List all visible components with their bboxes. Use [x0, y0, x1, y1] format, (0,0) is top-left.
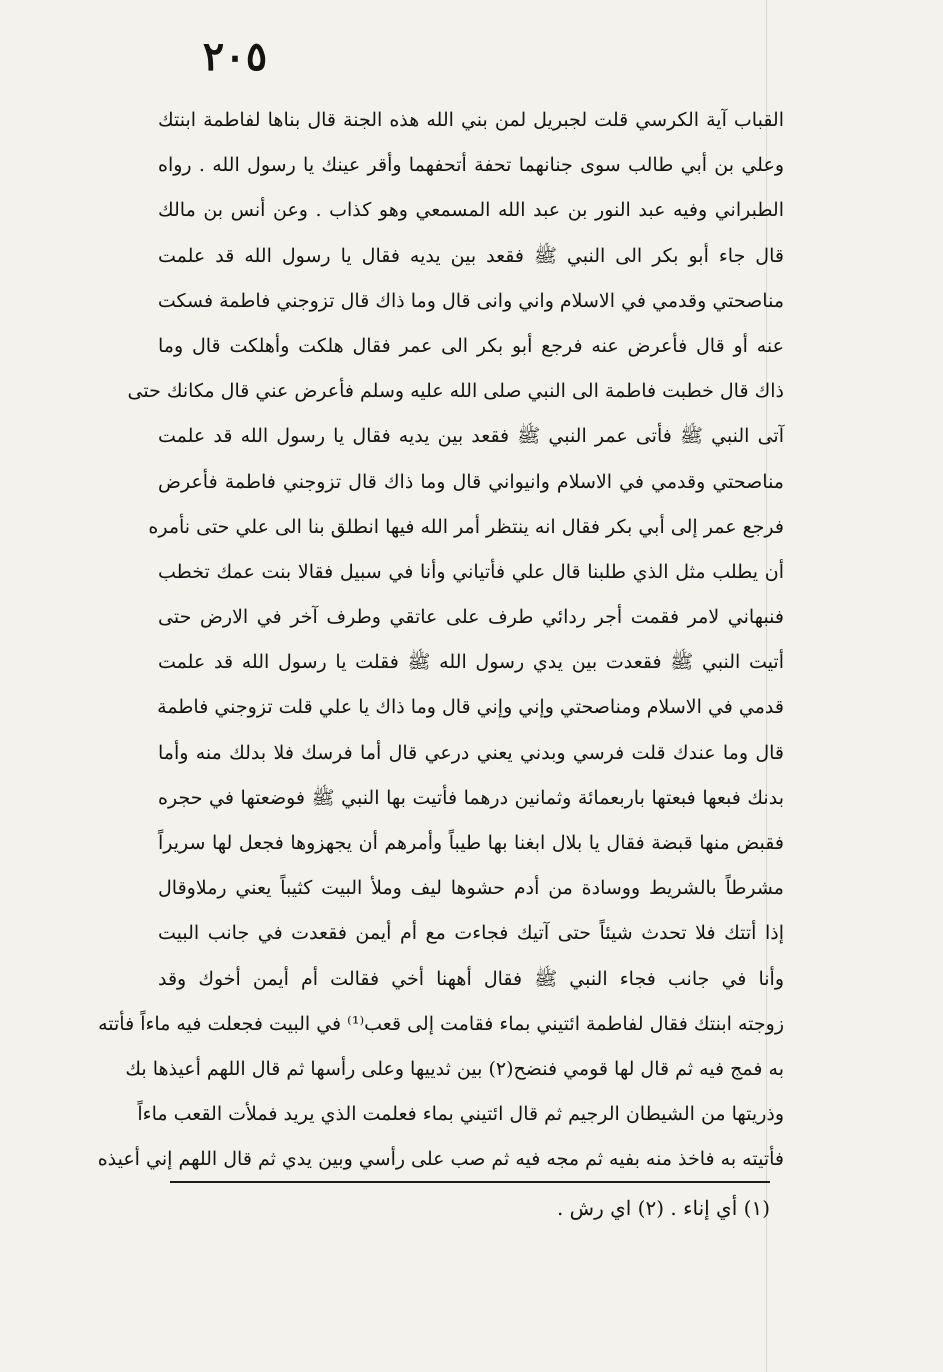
text-line: فأتيته به فاخذ منه بفيه ثم مجه فيه ثم صب على رأسي وبين يدي ثم قال اللهم إني أعيذه — [97, 1148, 784, 1171]
text-line: أتيت النبي ﷺ فقعدت بين يدي رسول الله ﷺ فقلت يا رسول الله قد علمت — [158, 651, 784, 674]
text-line: بدنك فبعها فبعتها باربعمائة وثمانين درهما فأتيت بها النبي ﷺ فوضعتها في حجره — [158, 786, 784, 809]
text-line: عنه أو قال فأعرض عنه فرجع أبو بكر الى عمر فقال هلكت وأهلكت قال وما — [158, 334, 784, 357]
text-line: به فمج فيه ثم قال لها قومي فنضح(٢) بين ثدييها وعلى رأسها ثم قال اللهم أعيذها بك — [125, 1057, 784, 1080]
text-line: قدمي في الاسلام ومناصحتي وإني وإني قال وما ذاك يا علي قلت تزوجني فاطمة — [157, 696, 784, 719]
text-line: إذا أتتك فلا تحدث شيئاً حتى آتيك فجاءت مع أم أيمن فقعدت في جانب البيت — [158, 922, 784, 945]
text-line: قال جاء أبو بكر الى النبي ﷺ فقعد بين يديه فقال يا رسول الله قد علمت — [158, 244, 784, 267]
text-line: وأنا في جانب فجاء النبي ﷺ فقال أههنا أخي فقالت أم أيمن أخوك وقد — [158, 967, 784, 990]
text-line: فرجع عمر إلى أبي بكر فقال انه ينتظر أمر الله فيها انطلق بنا الى علي حتى نأمره — [148, 515, 784, 538]
text-line: مناصحتي وقدمي في الاسلام وانيواني قال وما ذاك قال تزوجني فاطمة فأعرض — [158, 470, 784, 493]
text-line: ذاك قال خطبت فاطمة الى النبي صلى الله عليه وسلم فأعرض عني قال مكانك حتى — [127, 380, 784, 403]
text-line: القباب آية الكرسي قلت لجبريل لمن بني الله هذه الجنة قال بناها لفاطمة ابنتك — [158, 109, 784, 131]
text-line: وذريتها من الشيطان الرجيم ثم قال ائتيني بماء فعلمت الذي يريد فملأت القعب ماءاً — [137, 1103, 784, 1126]
text-line: مشرطاً بالشريط ووسادة من أدم حشوها ليف وملأ البيت كثيباً يعني رملاوقال — [158, 877, 784, 900]
text-line: فقبض منها قبضة فقال يا بلال ابغنا بها طيباً وأمرهم أن يجهزوها فجعل لها سريراً — [158, 832, 784, 854]
text-line: آتى النبي ﷺ فأتى عمر النبي ﷺ فقعد بين يديه فقال يا رسول الله قد علمت — [158, 425, 784, 448]
text-line: قال وما عندك قلت فرسي وبدني يعني درعي قال أما فرسك فلا بدلك منه وأما — [158, 741, 784, 764]
text-line: مناصحتي وقدمي في الاسلام واني وانى قال وما ذاك قال تزوجني فاطمة فسكت — [157, 289, 784, 312]
text-line: فنبهاني لامر فقمت أجر ردائي طرف على عاتقي وطرف آخر في الارض حتى — [158, 606, 784, 629]
page-number: ٢٠٥ — [202, 33, 268, 80]
text-line: الطبراني وفيه عبد النور بن عبد الله المسمعي وهو كذاب . وعن أنس بن مالك — [158, 199, 784, 222]
text-line: وعلي بن أبي طالب سوى جنانهما تحفة أتحفهما وأقر عينك يا رسول الله . رواه — [158, 154, 784, 177]
text-line: أن يطلب مثل الذي طلبنا قال علي فأتياني وأنا في سبيل فقالا بنت عمك تخطب — [158, 560, 784, 583]
footnotes: (١) أي إناء . (٢) اي رش . — [556, 1196, 770, 1220]
body-text — [97, 98, 784, 1183]
text-line: زوجته ابنتك فقال لفاطمة ائتيني بماء فقامت إلى قعب⁽¹⁾ في البيت فجعلت فيه ماءاً فأتته — [98, 1012, 784, 1035]
footnote-divider — [170, 1181, 770, 1183]
